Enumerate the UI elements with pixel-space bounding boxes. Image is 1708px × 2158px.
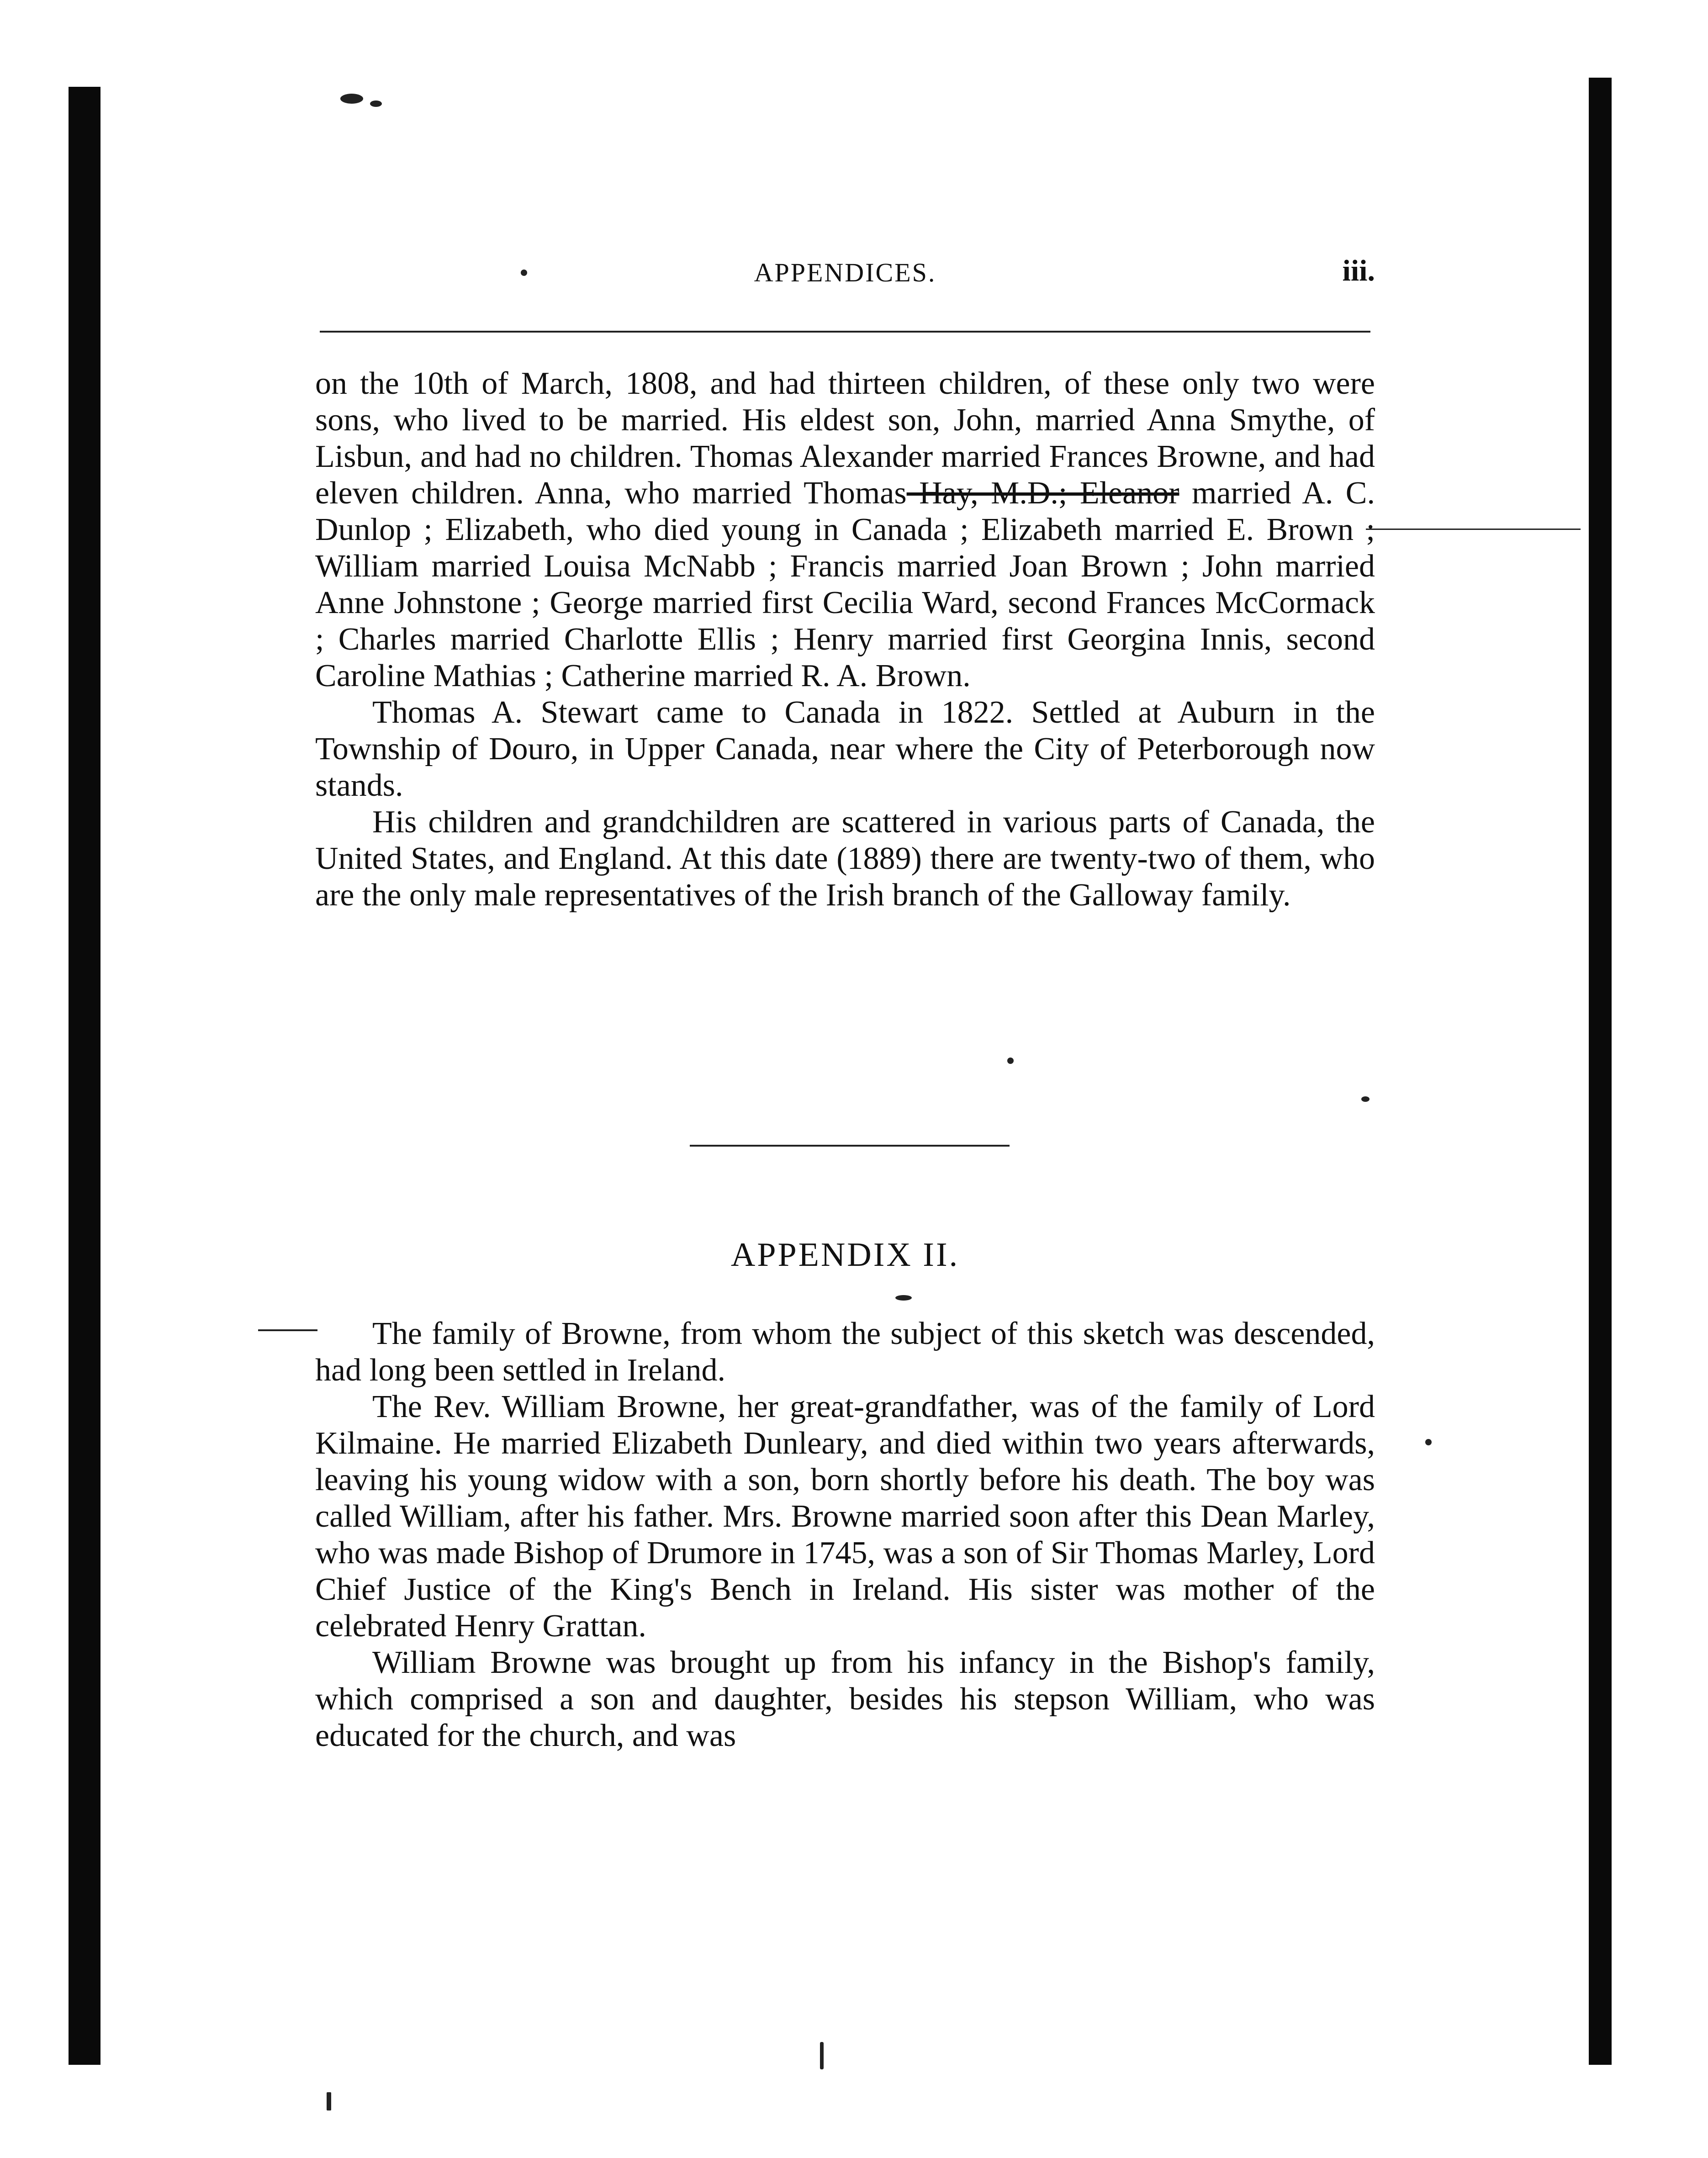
paragraph (315, 1316, 1375, 1389)
strike-through-mark (1366, 529, 1581, 530)
text-run: The Rev. William Browne, her great-grandfather, was of the family of Lord Kilmaine. He married Elizabeth Dunleary, and died within two years afterwards, leaving his young widow with a son, born shortly before his death. The boy was called William, after his father. Mrs. Browne married soon after this Dean Marley, who was made Bishop of Drumore in 1745, was a son of Sir Thomas Marley, Lord Chief Justice of the King's Bench in Ireland. His sister was mother of the celebrated Henry Grattan. (315, 1389, 1375, 1644)
scan-speck (1361, 1096, 1370, 1102)
scan-speck (1007, 1058, 1014, 1064)
text-run: William Browne was brought up from his infancy in the Bishop's family, which comprised a son and daughter, besides his stepson William, who was educated for the church, and was (315, 1645, 1375, 1753)
scan-left-edge (69, 87, 100, 2065)
continuation-text (315, 365, 1375, 914)
paragraph (315, 1645, 1375, 1754)
scan-speck (820, 2042, 824, 2069)
scan-speck (370, 100, 382, 107)
text-run: married A. C. Dunlop ; Elizabeth, who died young in Canada ; Elizabeth married E. Brown ; William married Louisa McNabb ; Francis married Joan Brown ; John married Anne Johnstone ; George married first Cecilia Ward, second Frances McCormack ; Charles married Charlotte Ellis ; Henry married first Georgina Innis, second Caroline Mathias ; Catherine married R. A. Brown. (315, 476, 1375, 693)
scan-right-edge (1589, 78, 1612, 2065)
text-run: The family of Browne, from whom the subject of this sketch was descended, had long been settled in Ireland. (315, 1316, 1375, 1388)
header-rule (320, 331, 1370, 333)
paragraph (315, 694, 1375, 804)
appendix-heading: APPENDIX II. (730, 1236, 960, 1274)
paragraph (315, 804, 1375, 914)
struck-text: Hay, M.D.; Eleanor (906, 476, 1179, 511)
scan-speck (327, 2092, 331, 2110)
paragraph (315, 365, 1375, 694)
page-header (315, 249, 1375, 299)
running-head: APPENDICES. (754, 258, 936, 287)
scan-speck (1425, 1439, 1432, 1445)
page-number: iii. (1342, 254, 1375, 287)
scan-speck (340, 94, 363, 104)
text-run: Thomas A. Stewart came to Canada in 1822. Settled at Auburn in the Township of Douro, in Upper Canada, near where the City of Peterborough now stands. (315, 695, 1375, 803)
scan-speck (895, 1295, 912, 1301)
text-run: on the 10th of March, 1808, and had thirteen children, of these only two were sons, who lived to be married. His eldest son, John, married Anna Smythe, of Lisbun, and had no children. Thomas Alexander married Frances Browne, and had eleven children. Anna, who married Thomas (315, 366, 1375, 511)
text-run: His children and grandchildren are scattered in various parts of Canada, the United States, and England. At this date (1889) there are twenty-two of them, who are the only male representatives of the Irish branch of the Galloway family. (315, 804, 1375, 913)
paragraph (315, 1389, 1375, 1645)
appendix-text (315, 1316, 1375, 1754)
margin-mark (258, 1329, 317, 1331)
section-divider (690, 1145, 1010, 1147)
